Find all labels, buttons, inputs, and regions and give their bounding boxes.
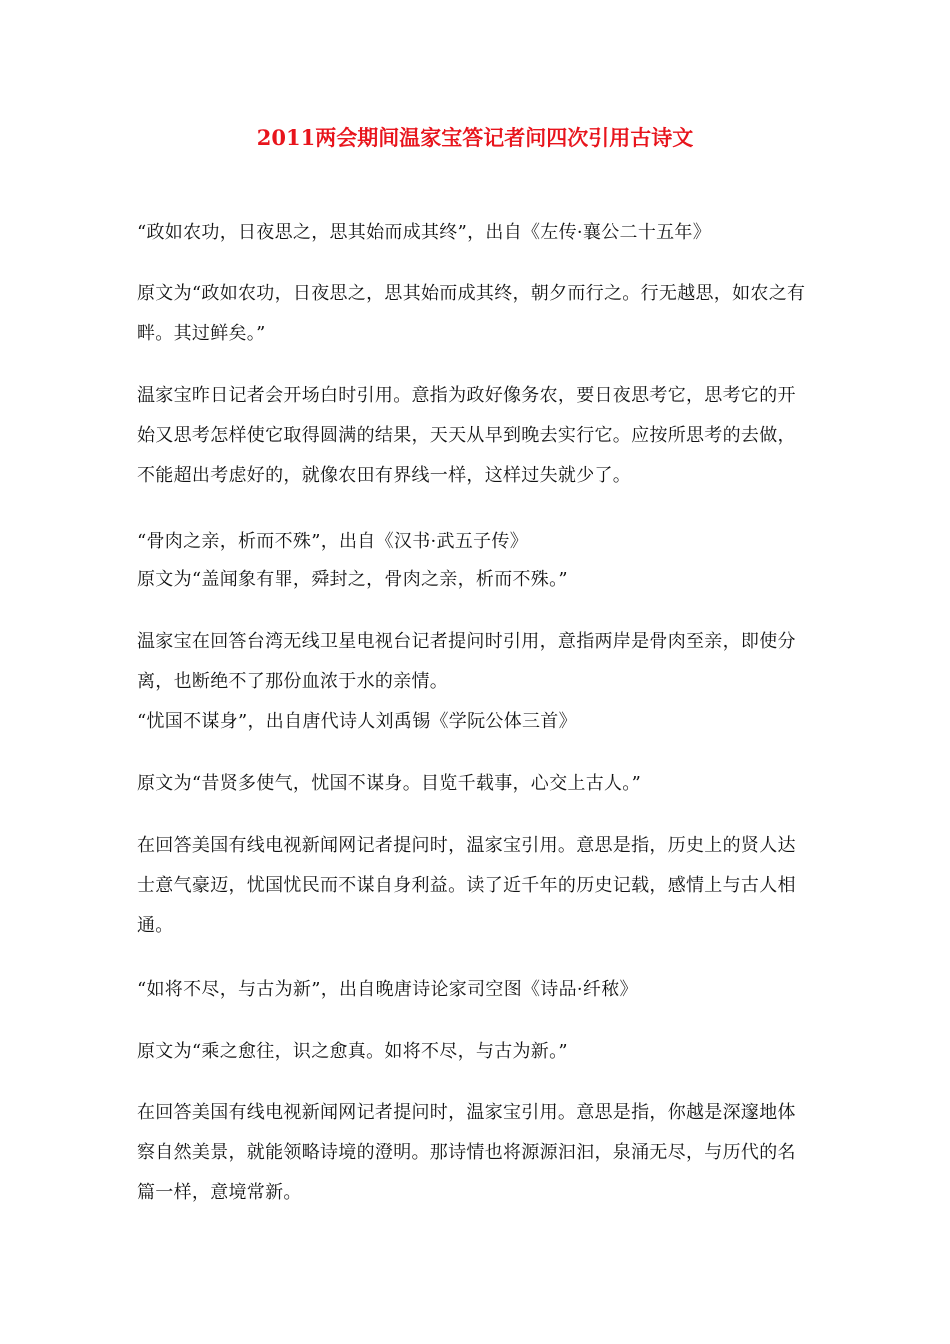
paragraph-explanation-3: 在回答美国有线电视新闻网记者提问时，温家宝引用。意思是指，历史上的贤人达士意气豪迈，忧国忧民而不谋自身利益。读了近千年的历史记载，感情上与古人相通。 <box>137 835 796 936</box>
paragraph-quote-1: “政如农功，日夜思之，思其始而成其终”，出自《左传·襄公二十五年》 <box>137 222 712 243</box>
paragraph-source-1: 原文为“政如农功，日夜思之，思其始而成其终，朝夕而行之。行无越思，如农之有畔。其过鲜矣。” <box>137 283 806 344</box>
paragraph-quote-4: “如将不尽，与古为新”，出自晚唐诗论家司空图《诗品·纤秾》 <box>137 979 638 1000</box>
paragraph-source-3: 原文为“昔贤多使气，忧国不谋身。目览千载事，心交上古人。” <box>137 773 642 794</box>
paragraph-explanation-4: 在回答美国有线电视新闻网记者提问时，温家宝引用。意思是指，你越是深邃地体察自然美景，就能领略诗境的澄明。那诗情也将源源汩汩，泉涌无尽，与历代的名篇一样，意境常新。 <box>137 1102 796 1203</box>
paragraph-explanation-2: 温家宝在回答台湾无线卫星电视台记者提问时引用，意指两岸是骨肉至亲，即使分离，也断绝不了那份血浓于水的亲情。 <box>137 631 796 692</box>
paragraph-explanation-1: 温家宝昨日记者会开场白时引用。意指为政好像务农，要日夜思考它，思考它的开始又思考怎样使它取得圆满的结果，天天从早到晚去实行它。应按所思考的去做，不能超出考虑好的，就像农田有界线一样，这样过失就少了。 <box>137 385 796 486</box>
paragraph-quote-3: “忧国不谋身”，出自唐代诗人刘禹锡《学阮公体三首》 <box>137 711 577 732</box>
paragraph-source-2: 原文为“盖闻象有罪，舜封之，骨肉之亲，析而不殊。” <box>137 569 568 590</box>
paragraph-source-4: 原文为“乘之愈往，识之愈真。如将不尽，与古为新。” <box>137 1041 568 1062</box>
paragraph-quote-2: “骨肉之亲，析而不殊”，出自《汉书·武五子传》 <box>137 531 529 552</box>
document-title: 2011两会期间温家宝答记者问四次引用古诗文 <box>256 125 694 150</box>
